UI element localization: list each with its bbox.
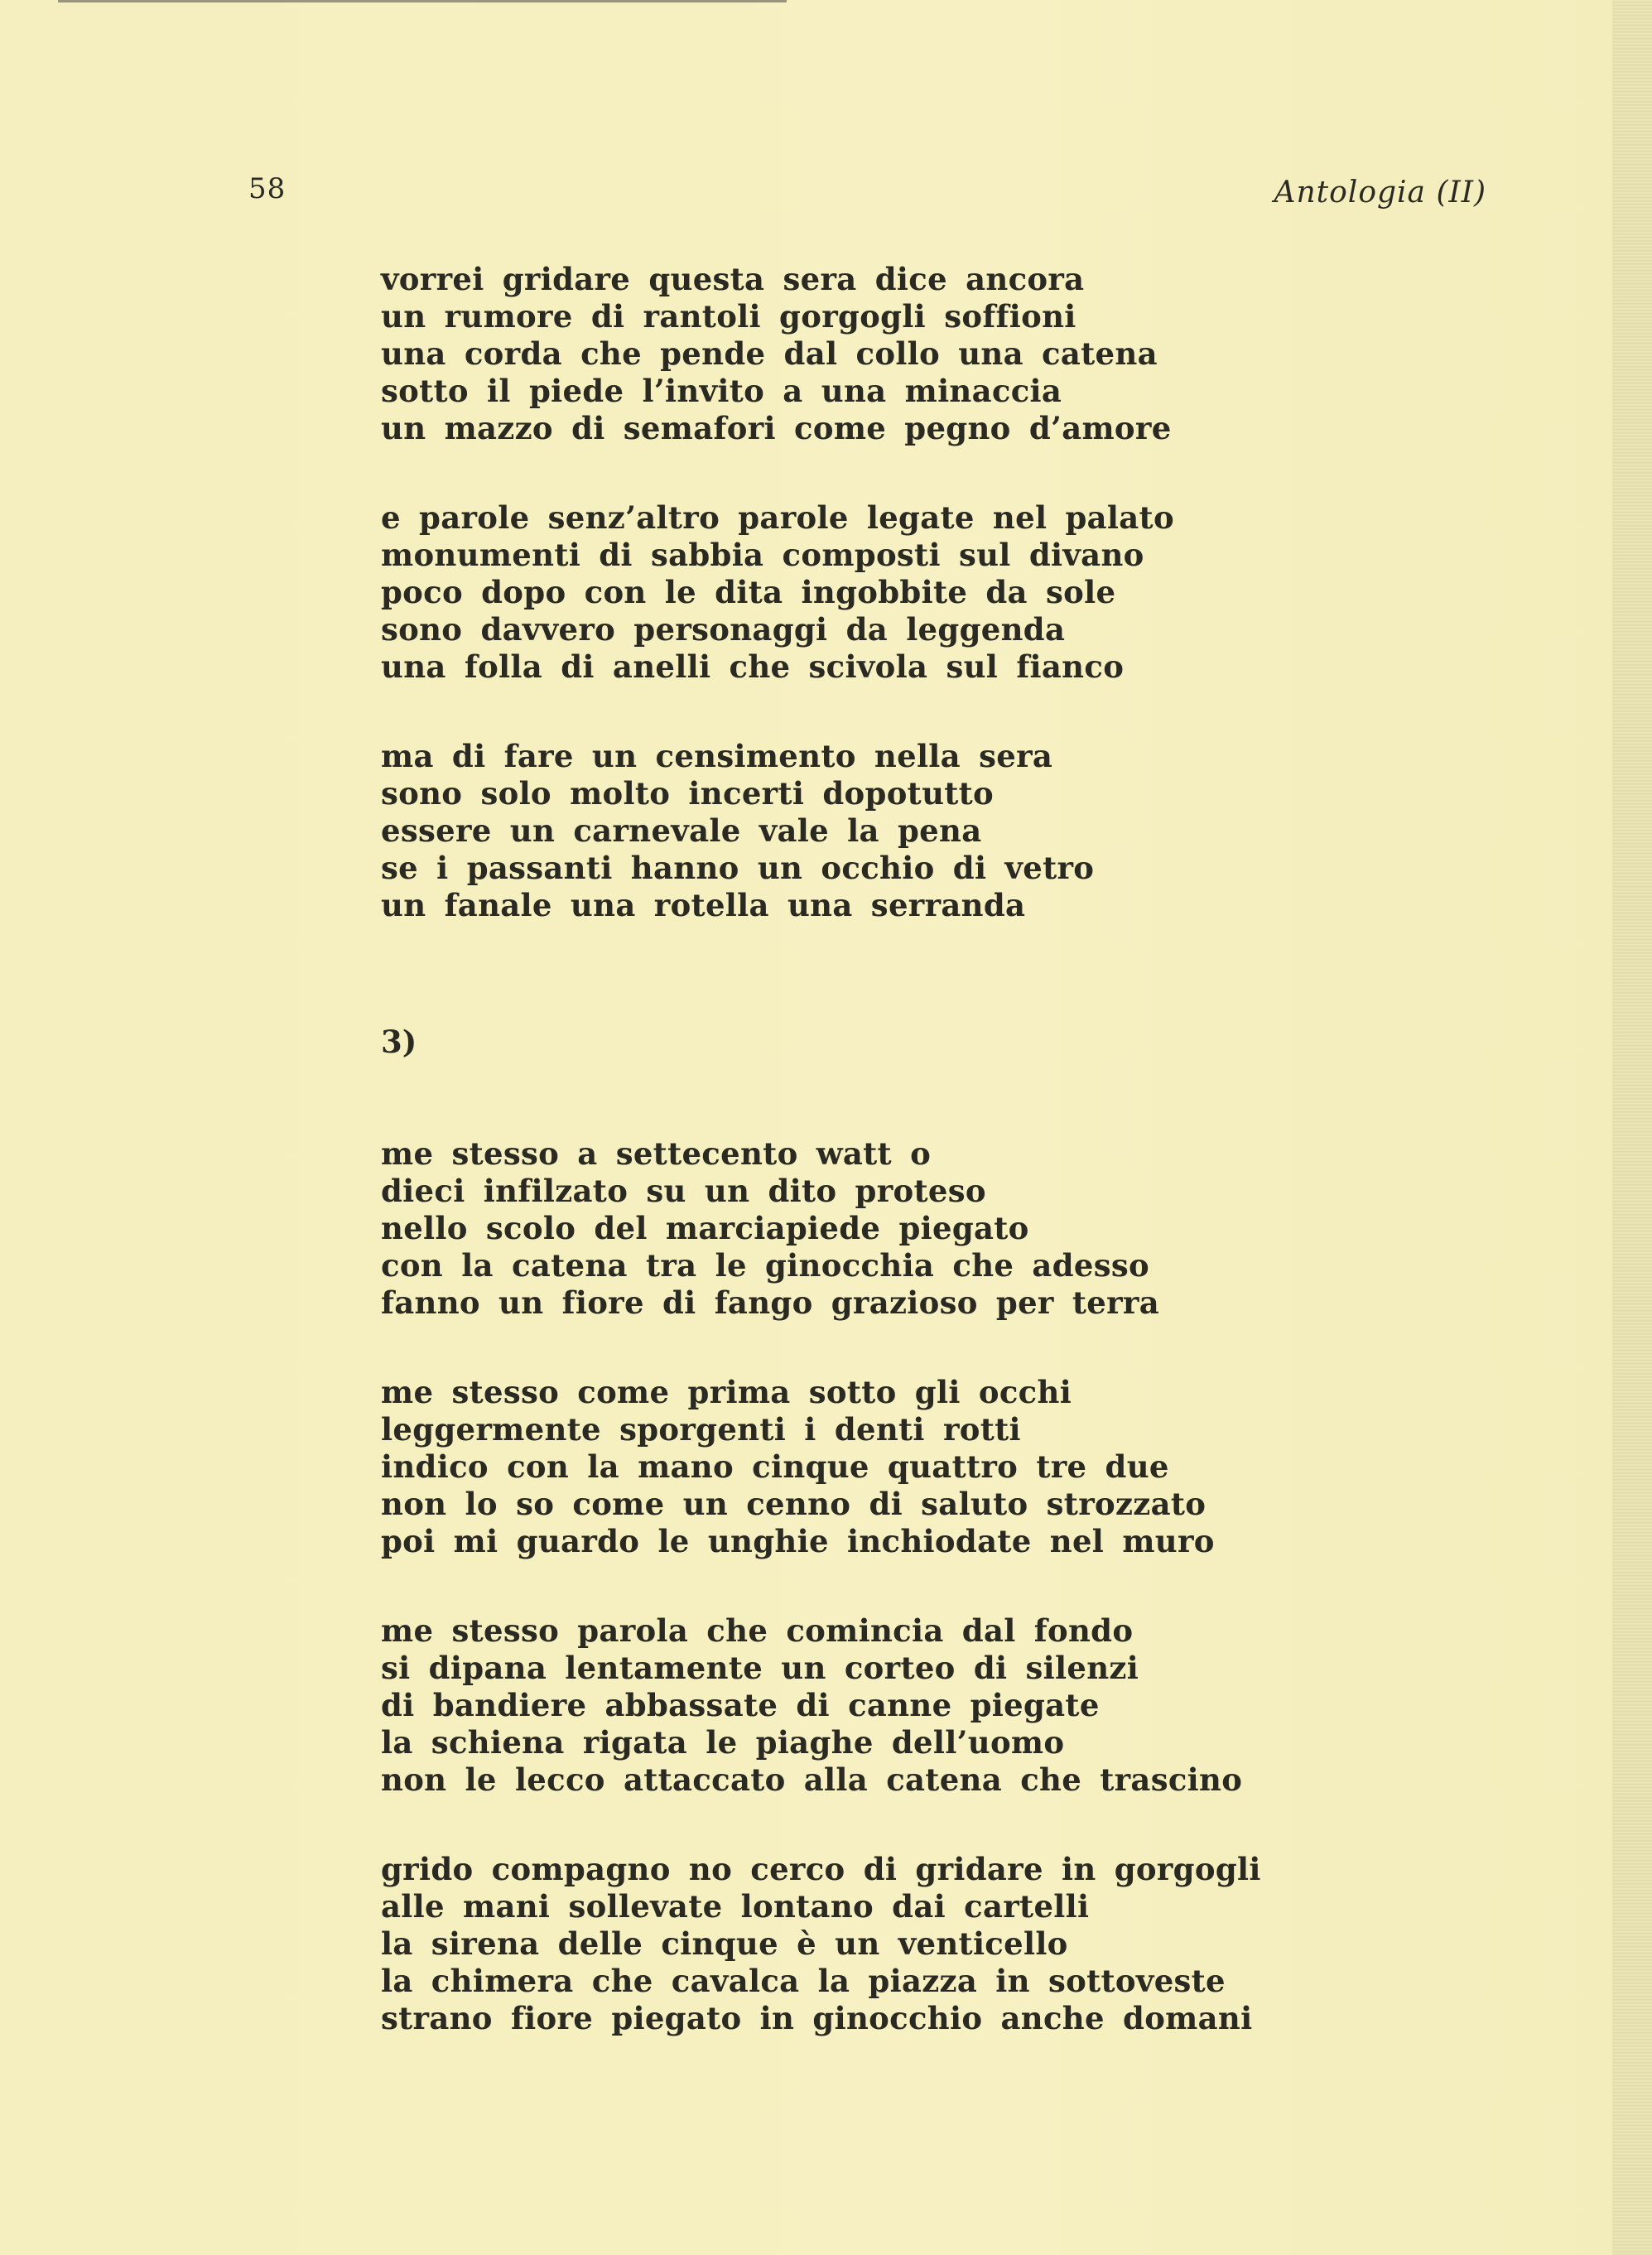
stanza bbox=[381, 1374, 1358, 1560]
top-edge-rule bbox=[58, 0, 787, 2]
page-number: 58 bbox=[248, 172, 287, 205]
stanza bbox=[381, 1851, 1358, 2037]
stanza bbox=[381, 261, 1358, 447]
running-head: Antologia (II) bbox=[1274, 176, 1486, 210]
poem-line: poi mi guardo le unghie inchiodate nel muro bbox=[381, 1523, 1215, 1559]
poem-line: se i passanti hanno un occhio di vetro bbox=[381, 850, 1095, 886]
poem-line: indico con la mano cinque quattro tre due bbox=[381, 1448, 1169, 1485]
poem-line: me stesso come prima sotto gli occhi bbox=[381, 1374, 1072, 1410]
poem-line: la sirena delle cinque è un venticello bbox=[381, 1925, 1068, 1962]
poem-line: sono solo molto incerti dopotutto bbox=[381, 775, 995, 812]
stanza bbox=[381, 1612, 1358, 1799]
poem-line: monumenti di sabbia composti sul divano bbox=[381, 537, 1144, 573]
poem-line: alle mani sollevate lontano dai cartelli bbox=[381, 1888, 1090, 1925]
poem-line: ma di fare un censimento nella sera bbox=[381, 738, 1053, 774]
poem-line: di bandiere abbassate di canne piegate bbox=[381, 1687, 1100, 1723]
poem-body bbox=[381, 261, 1358, 2037]
poem-line: vorrei gridare questa sera dice ancora bbox=[381, 261, 1085, 297]
poem-line: una corda che pende dal collo una catena bbox=[381, 335, 1158, 372]
section-marker: 3) bbox=[381, 1024, 417, 1060]
poem-line: me stesso parola che comincia dal fondo bbox=[381, 1612, 1134, 1649]
poem-line: sotto il piede l’invito a una minaccia bbox=[381, 373, 1062, 409]
poem-line: si dipana lentamente un corteo di silenzi bbox=[381, 1650, 1139, 1686]
poem-line: fanno un fiore di fango grazioso per terra bbox=[381, 1284, 1159, 1321]
poem-line: una folla di anelli che scivola sul fianco bbox=[381, 648, 1125, 685]
poem-line: e parole senz’altro parole legate nel palato bbox=[381, 499, 1174, 536]
poem-line: un mazzo di semafori come pegno d’amore bbox=[381, 410, 1172, 446]
poem-line: me stesso a settecento watt o bbox=[381, 1135, 932, 1172]
stanza bbox=[381, 499, 1358, 686]
poem-line: la schiena rigata le piaghe dell’uomo bbox=[381, 1724, 1065, 1761]
poem-line: nello scolo del marciapiede piegato bbox=[381, 1210, 1029, 1246]
poem-line: non lo so come un cenno di saluto strozzato bbox=[381, 1486, 1206, 1522]
poem-line: leggermente sporgenti i denti rotti bbox=[381, 1411, 1021, 1448]
poem-line: non le lecco attaccato alla catena che trascino bbox=[381, 1761, 1243, 1798]
stanza bbox=[381, 738, 1358, 924]
poem-line: strano fiore piegato in ginocchio anche domani bbox=[381, 2000, 1253, 2036]
poem-line: un fanale una rotella una serranda bbox=[381, 887, 1026, 923]
poem-line: sono davvero personaggi da leggenda bbox=[381, 611, 1066, 648]
poem-line: con la catena tra le ginocchia che adesso bbox=[381, 1247, 1149, 1284]
poem-line: dieci infilzato su un dito proteso bbox=[381, 1173, 986, 1209]
poem-line: la chimera che cavalca la piazza in sottoveste bbox=[381, 1963, 1226, 1999]
page-edge-shadow bbox=[1612, 0, 1652, 2255]
poem-line: poco dopo con le dita ingobbite da sole bbox=[381, 574, 1116, 610]
poem-line: un rumore di rantoli gorgogli soffioni bbox=[381, 298, 1076, 335]
stanza bbox=[381, 1135, 1358, 1322]
poem-line: grido compagno no cerco di gridare in gorgogli bbox=[381, 1851, 1261, 1887]
poem-line: essere un carnevale vale la pena bbox=[381, 812, 982, 849]
